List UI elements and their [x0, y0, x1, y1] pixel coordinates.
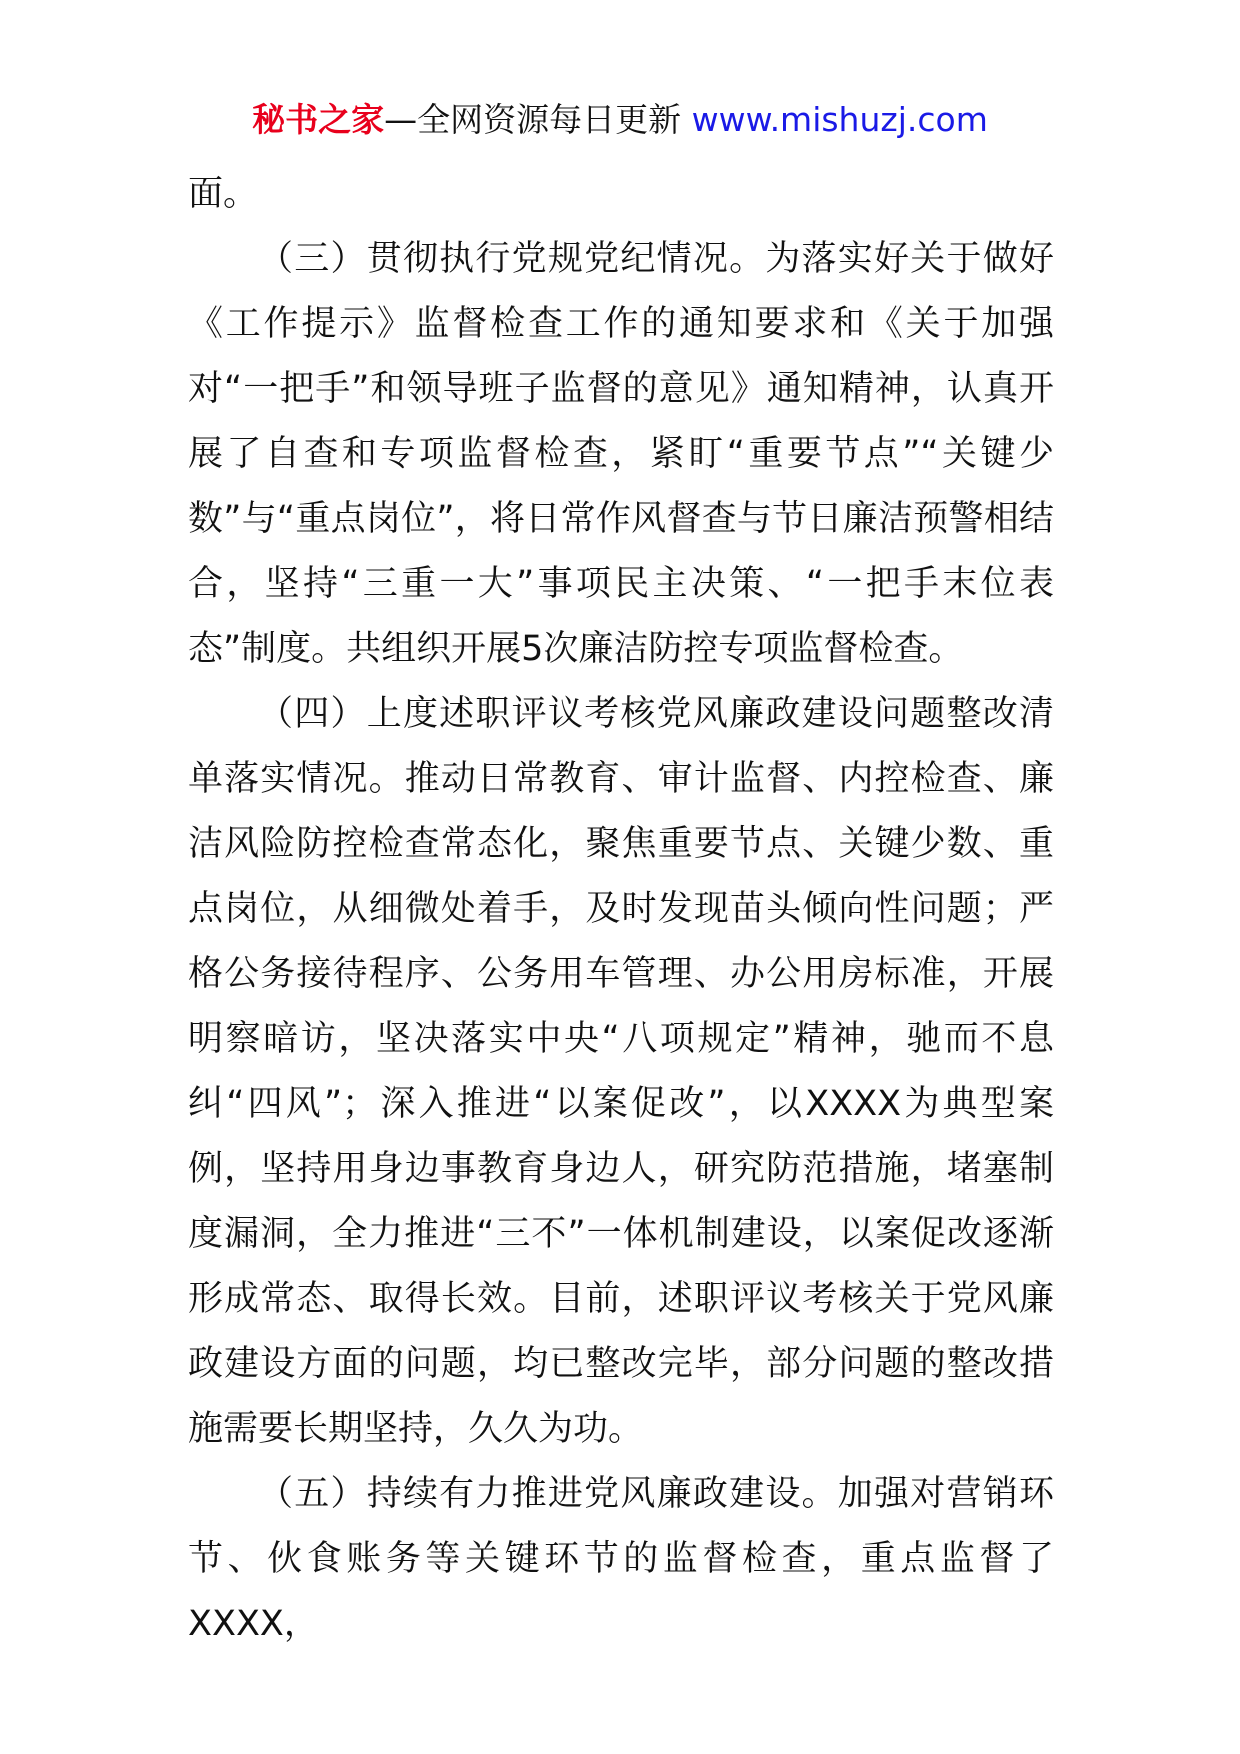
- paragraph-section-5: （五）持续有力推进党风廉政建设。加强对营销环节、伙食账务等关键环节的监督检查，重点监督了XXXX，: [188, 1474, 1054, 1644]
- site-header: [0, 96, 1240, 144]
- header-tagline: —全网资源每日更新: [384, 100, 682, 139]
- paragraph-section-4: （四）上度述职评议考核党风廉政建设问题整改清单落实情况。推动日常教育、审计监督、内控检查、廉洁风险防控检查常态化，聚焦重要节点、关键少数、重点岗位，从细微处着手，及时发现苗头倾向性问题；严格公务接待程序、公务用车管理、办公用房标准，开展明察暗访，坚决落实中央“八项规定”精神，驰而不息纠“四风”；深入推进“以案促改”，以XXXX为典型案例，坚持用身边事教育身边人，研究防范措施，堵塞制度漏洞，全力推进“三不”一体机制建设，以案促改逐渐形成常态、取得长效。目前，述职评议考核关于党风廉政建设方面的问题，均已整改完毕，部分问题的整改措施需要长期坚持，久久为功。: [188, 694, 1054, 1449]
- paragraph-continuation: 面。: [188, 174, 259, 214]
- site-url[interactable]: www.mishuzj.com: [691, 100, 988, 139]
- paragraph-section-3: （三）贯彻执行党规党纪情况。为落实好关于做好《工作提示》监督检查工作的通知要求和《关于加强对“一把手”和领导班子监督的意见》通知精神，认真开展了自查和专项监督检查，紧盯“重要节点”“关键少数”与“重点岗位”，将日常作风督查与节日廉洁预警相结合，坚持“三重一大”事项民主决策、“一把手末位表态”制度。共组织开展5次廉洁防控专项监督检查。: [188, 239, 1054, 669]
- document-body: [188, 162, 1054, 1657]
- brand-name: 秘书之家: [252, 100, 385, 139]
